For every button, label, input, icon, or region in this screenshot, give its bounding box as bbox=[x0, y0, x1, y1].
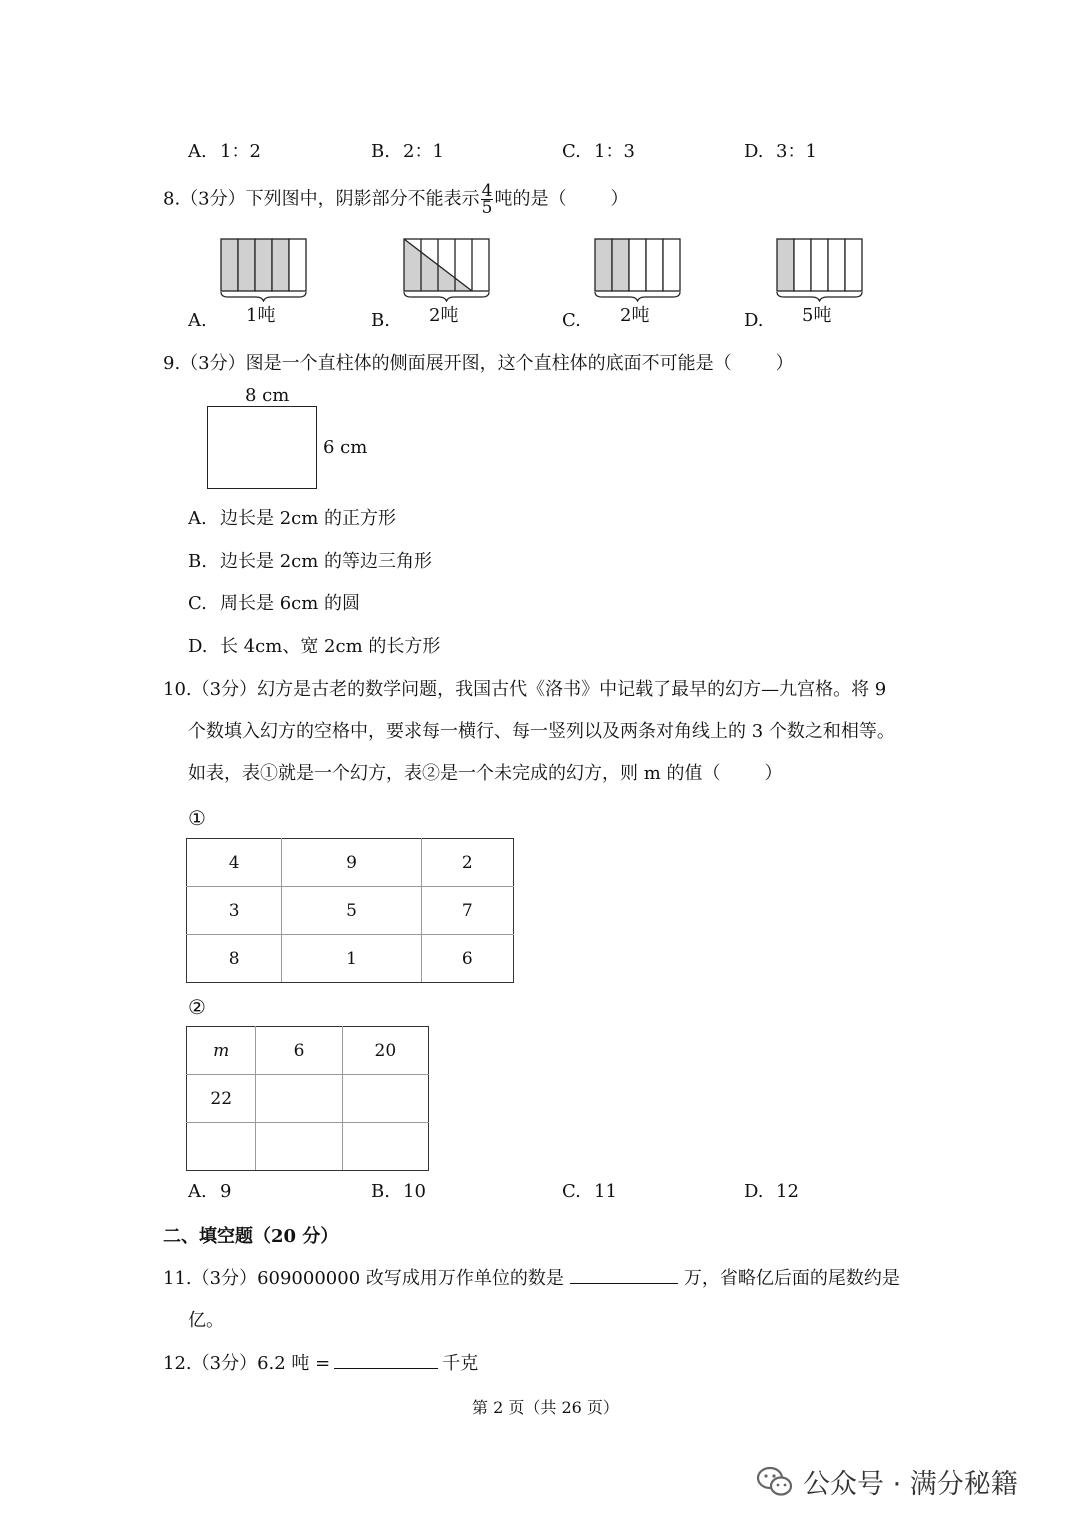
q8-figure-d bbox=[774, 236, 866, 302]
q10-option-c[interactable]: C. 11 bbox=[562, 1181, 617, 1202]
table-cell bbox=[342, 1123, 428, 1171]
section-title: 二、填空题（20 分） bbox=[163, 1226, 339, 1247]
q10-line-3: 如表，表①就是一个幻方，表②是一个未完成的幻方，则 m 的值（ ） bbox=[188, 763, 783, 784]
q10-option-d[interactable]: D. 12 bbox=[744, 1181, 799, 1202]
wechat-icon bbox=[755, 1464, 795, 1500]
brace bbox=[777, 292, 862, 301]
table-cell: 9 bbox=[282, 839, 421, 887]
q9-option-a[interactable]: A. 边长是 2cm 的正方形 bbox=[188, 508, 397, 529]
q8-option-c-key[interactable]: C. bbox=[562, 310, 581, 331]
q9-width-label: 8 cm bbox=[245, 385, 290, 406]
table-cell: 6 bbox=[256, 1027, 342, 1075]
q10-option-b[interactable]: B. 10 bbox=[371, 1181, 426, 1202]
q9-option-d[interactable]: D. 长 4cm、宽 2cm 的长方形 bbox=[188, 636, 441, 657]
q8-option-d-key[interactable]: D. bbox=[744, 310, 764, 331]
q9-height-label: 6 cm bbox=[323, 437, 368, 458]
q9-option-b[interactable]: B. 边长是 2cm 的等边三角形 bbox=[188, 551, 433, 572]
watermark bbox=[755, 1462, 1018, 1501]
q8-option-a-key[interactable]: A. bbox=[188, 310, 207, 331]
q7-option-b[interactable]: B. 2：1 bbox=[371, 141, 444, 162]
q11-line-2: 亿。 bbox=[188, 1310, 224, 1331]
q12-line: 12.（3分）6.2 吨 = 千克 bbox=[163, 1350, 478, 1377]
table-cell bbox=[256, 1123, 342, 1171]
fill-blank[interactable] bbox=[570, 1265, 678, 1284]
q9-rectangle bbox=[207, 406, 317, 489]
table-cell: 7 bbox=[421, 887, 513, 935]
table-cell: 1 bbox=[282, 935, 421, 983]
watermark-text: 公众号 · 满分秘籍 bbox=[803, 1469, 1018, 1500]
magic-square-table-2 bbox=[186, 1026, 429, 1171]
table-cell bbox=[187, 1123, 256, 1171]
q10-line-1: 10.（3分）幻方是古老的数学问题，我国古代《洛书》中记载了最早的幻方—九宫格。将 9 bbox=[163, 679, 887, 700]
table-cell: 8 bbox=[187, 935, 282, 983]
q10-option-a[interactable]: A. 9 bbox=[188, 1181, 232, 1202]
bar-diagram bbox=[221, 239, 306, 291]
fraction: $\frac{4}{5}$ bbox=[481, 181, 493, 218]
fill-blank[interactable] bbox=[334, 1350, 438, 1369]
q8-label-b: 2吨 bbox=[429, 305, 459, 326]
table-cell: 6 bbox=[421, 935, 513, 983]
table-cell bbox=[342, 1075, 428, 1123]
table-cell: m bbox=[187, 1027, 256, 1075]
q10-line-2: 个数填入幻方的空格中，要求每一横行、每一竖列以及两条对角线上的 3 个数之和相等。 bbox=[188, 721, 895, 742]
table-cell: 3 bbox=[187, 887, 282, 935]
q8-figure-b bbox=[401, 236, 493, 302]
q8-label-d: 5吨 bbox=[802, 305, 832, 326]
table1-label: ① bbox=[188, 806, 206, 830]
table-cell: 5 bbox=[282, 887, 421, 935]
q7-option-d[interactable]: D. 3：1 bbox=[744, 141, 817, 162]
table-cell: 2 bbox=[421, 839, 513, 887]
q8-stem: 8.（3分）下列图中，阴影部分不能表示 $\frac{4}{5}$ 吨的是（ ） bbox=[163, 181, 629, 218]
q8-figure-a bbox=[218, 236, 310, 302]
q9-option-c[interactable]: C. 周长是 6cm 的圆 bbox=[188, 593, 361, 614]
page-footer: 第 2 页（共 26 页） bbox=[472, 1398, 619, 1417]
table-cell: 4 bbox=[187, 839, 282, 887]
brace bbox=[221, 292, 306, 301]
q9-stem: 9.（3分）图是一个直柱体的侧面展开图，这个直柱体的底面不可能是（ ） bbox=[163, 353, 794, 374]
q8-label-a: 1吨 bbox=[246, 305, 276, 326]
q8-label-c: 2吨 bbox=[620, 305, 650, 326]
table-cell bbox=[256, 1075, 342, 1123]
q7-option-a[interactable]: A. 1：2 bbox=[188, 141, 261, 162]
magic-square-table-1 bbox=[186, 838, 514, 983]
table2-label: ② bbox=[188, 995, 206, 1019]
table-cell: 22 bbox=[187, 1075, 256, 1123]
brace bbox=[595, 292, 680, 301]
q7-option-c[interactable]: C. 1：3 bbox=[562, 141, 635, 162]
q11-line-1: 11.（3分）609000000 改写成用万作单位的数是 万，省略亿后面的尾数约是 bbox=[163, 1265, 900, 1292]
brace bbox=[404, 292, 489, 301]
q8-option-b-key[interactable]: B. bbox=[371, 310, 390, 331]
q8-figure-c bbox=[592, 236, 684, 302]
table-cell: 20 bbox=[342, 1027, 428, 1075]
